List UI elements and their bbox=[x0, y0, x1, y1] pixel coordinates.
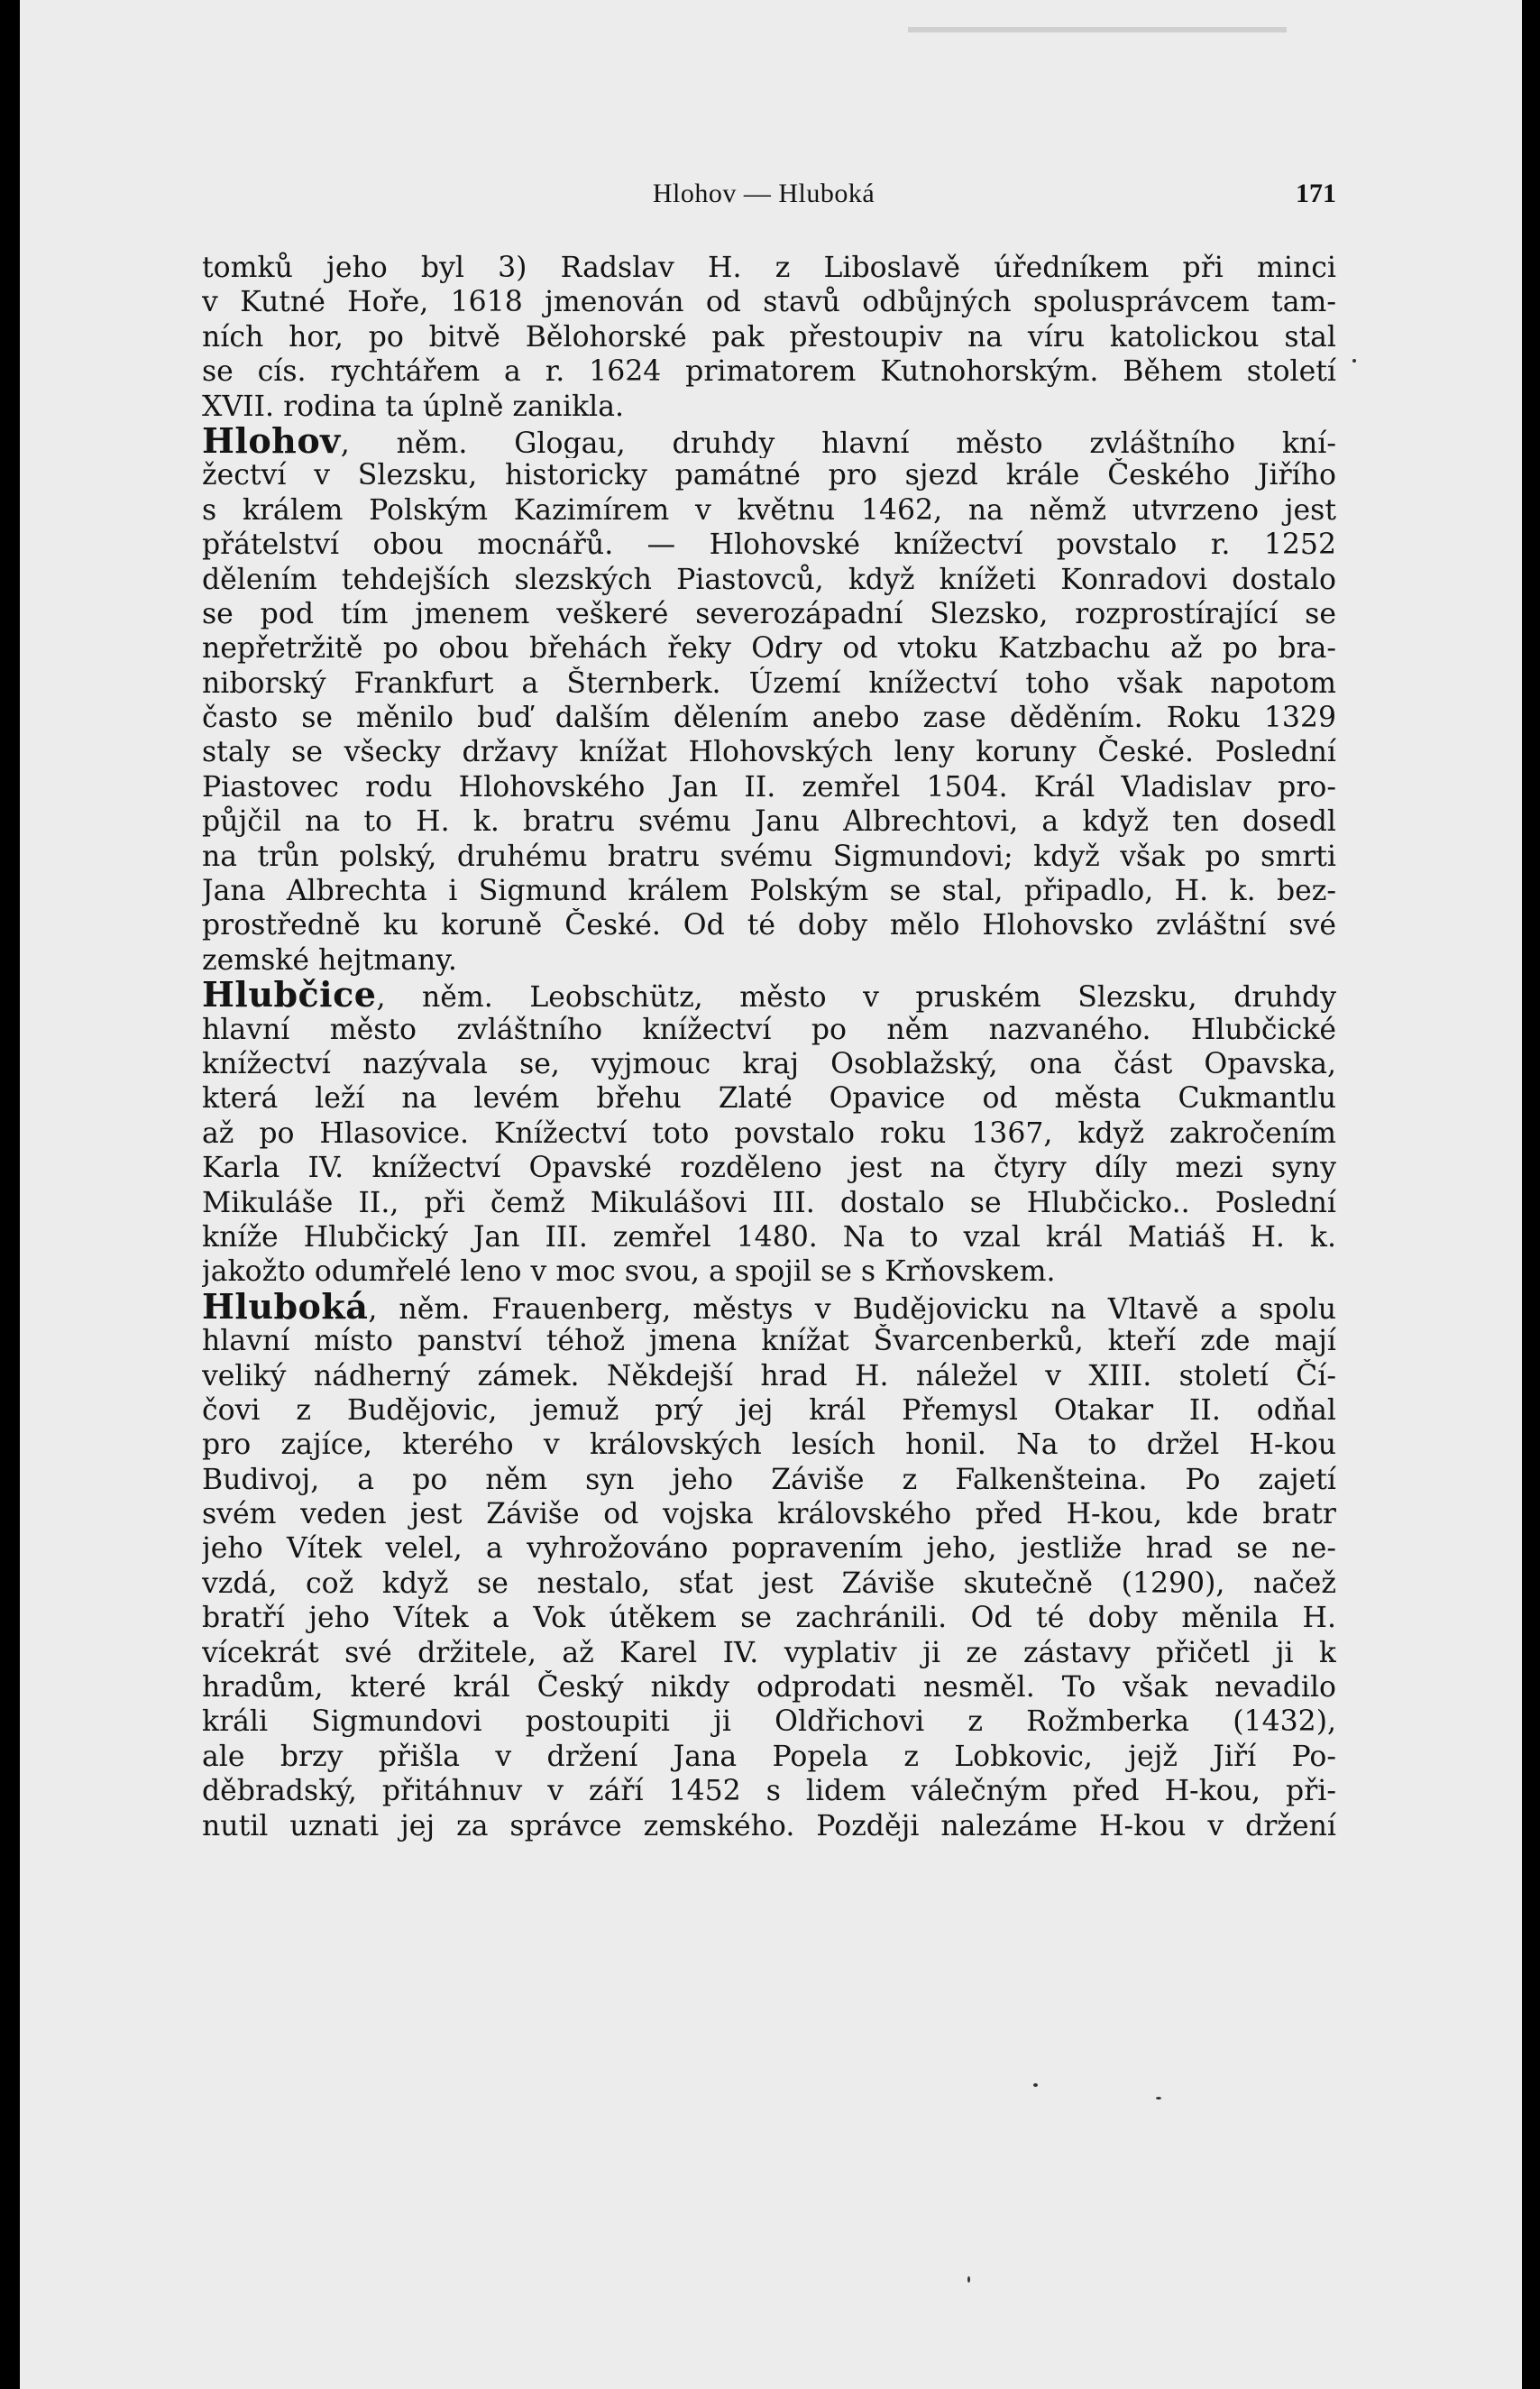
text-line: prostředně ku koruně České. Od té doby mělo Hlohovsko zvláštní své bbox=[202, 909, 1336, 942]
text-line: ale brzy přišla v držení Jana Popela z Lobkovic, jejž Jiří Po- bbox=[202, 1740, 1336, 1773]
scan-speck bbox=[1352, 359, 1356, 363]
text-line: bratří jeho Vítek a Vok útěkem se zachránili. Od té doby měnila H. bbox=[202, 1602, 1336, 1635]
text-line: Mikuláše II., při čemž Mikulášovi III. dostalo se Hlubčicko.. Poslední bbox=[202, 1186, 1336, 1219]
text-line: knížectví nazývala se, vyjmouc kraj Osoblažský, ona část Opavska, bbox=[202, 1047, 1336, 1080]
text-line: často se měnilo buď dalším dělením anebo zase děděním. Roku 1329 bbox=[202, 702, 1336, 735]
text-line: vzdá, což když se nestalo, sťat jest Záviše skutečně (1290), načež bbox=[202, 1567, 1336, 1600]
text-line: která leží na levém břehu Zlaté Opavice od města Cukmantlu bbox=[202, 1082, 1336, 1116]
text-line: v Kutné Hoře, 1618 jmenován od stavů odbůjných spolusprávcem tam- bbox=[202, 286, 1336, 319]
text-line: nutil uznati jej za správce zemského. Později nalezáme H-kou v držení bbox=[202, 1809, 1336, 1842]
entry-hluboka bbox=[202, 1290, 1336, 1843]
scan-edge-mark bbox=[908, 27, 1287, 32]
text-line-rest: , něm. Glogau, druhdy hlavní město zvláštního kní- bbox=[340, 427, 1336, 459]
text-line: zemské hejtmany. bbox=[202, 943, 457, 977]
entry-continuation bbox=[202, 251, 1336, 424]
text-line: hlavní město zvláštního knížectví po něm nazvaného. Hlubčické bbox=[202, 1013, 1336, 1046]
text-line: na trůn polský, druhému bratru svému Sigmundovi; když však po smrti bbox=[202, 840, 1336, 873]
text-line: tomků jeho byl 3) Radslav H. z Liboslavě úředníkem při minci bbox=[202, 252, 1336, 284]
page-header bbox=[191, 171, 1336, 216]
entry-headword: Hlubčice bbox=[202, 978, 377, 1013]
text-line: ních hor, po bitvě Bělohorské pak přestoupiv na víru katolickou stal bbox=[202, 320, 1336, 354]
text-line: Jana Albrechta i Sigmund králem Polským se stal, připadlo, H. k. bez- bbox=[202, 875, 1336, 908]
text-line-rest: , něm. Frauenberg, městys v Budějovicku na Vltavě a spolu bbox=[368, 1292, 1336, 1325]
text-line: Karla IV. knížectví Opavské rozděleno jest na čtyry díly mezi syny bbox=[202, 1152, 1336, 1185]
text-line: svém veden jest Záviše od vojska královského před H-kou, kde bratr bbox=[202, 1498, 1336, 1531]
running-head: Hlohov — Hluboká bbox=[652, 179, 875, 208]
text-line: se cís. rychtářem a r. 1624 primatorem Kutnohorským. Během století bbox=[202, 355, 1336, 389]
text-line: nepřetržitě po obou břehách řeky Odry od vtoku Katzbachu až po bra- bbox=[202, 632, 1336, 666]
text-line: hradům, které král Český nikdy odprodati nesměl. To však nevadilo bbox=[202, 1671, 1336, 1704]
text-line: veliký nádherný zámek. Někdejší hrad H. náležel v XIII. století Čí- bbox=[202, 1359, 1336, 1392]
book-page bbox=[20, 0, 1522, 2389]
text-line: pro zajíce, kterého v královských lesích honil. Na to držel H-kou bbox=[202, 1429, 1336, 1462]
scan-speck bbox=[1156, 2097, 1161, 2100]
text-line: půjčil na to H. k. bratru svému Janu Albrechtovi, a když ten dosedl bbox=[202, 805, 1336, 839]
text-line: dělením tehdejších slezských Piastovců, když knížeti Konradovi dostalo bbox=[202, 563, 1336, 596]
text-line: jeho Vítek velel, a vyhrožováno popravením jeho, jestliže hrad se ne- bbox=[202, 1532, 1336, 1566]
text-line: niborský Frankfurt a Šternberk. Území knížectví toho však napotom bbox=[202, 666, 1336, 700]
text-line: Budivoj, a po něm syn jeho Záviše z Falkenšteina. Po zajetí bbox=[202, 1463, 1336, 1496]
text-line: králi Sigmundovi postoupiti ji Oldřichovi z Rožmberka (1432), bbox=[202, 1705, 1336, 1739]
page-number: 171 bbox=[1296, 179, 1336, 208]
text-line bbox=[202, 1290, 1336, 1324]
text-line: s králem Polským Kazimírem v květnu 1462, na němž utvrzeno jest bbox=[202, 493, 1336, 527]
text-line: až po Hlasovice. Knížectví toto povstalo roku 1367, když zakročením bbox=[202, 1116, 1336, 1150]
body-text bbox=[202, 251, 1336, 1843]
text-line: čovi z Budějovic, jemuž prý jej král Přemysl Otakar II. odňal bbox=[202, 1393, 1336, 1427]
text-line bbox=[202, 978, 1336, 1012]
text-line bbox=[202, 424, 1336, 458]
entry-hlohov bbox=[202, 424, 1336, 978]
text-line: XVII. rodina ta úplně zanikla. bbox=[202, 390, 625, 423]
scan-speck bbox=[967, 2276, 970, 2283]
text-line-rest: , něm. Leobschütz, město v pruském Slezsku, druhdy bbox=[376, 981, 1336, 1013]
text-line: Piastovec rodu Hlohovského Jan II. zemřel 1504. Král Vladislav pro- bbox=[202, 770, 1336, 804]
text-line: děbradský, přitáhnuv v září 1452 s lidem válečným před H-kou, při- bbox=[202, 1775, 1336, 1808]
text-line: hlavní místo panství téhož jmena knížat Švarcenberků, kteří zde mají bbox=[202, 1325, 1336, 1358]
scan-speck bbox=[1033, 2083, 1038, 2087]
text-line: staly se všecky državy knížat Hlohovských leny koruny České. Poslední bbox=[202, 736, 1336, 769]
text-line: vícekrát své držitele, až Karel IV. vyplativ ji ze zástavy přičetl ji k bbox=[202, 1636, 1336, 1669]
entry-hlubcice bbox=[202, 978, 1336, 1290]
text-line: jakožto odumřelé leno v moc svou, a spojil se s Krňovskem. bbox=[202, 1255, 1056, 1289]
text-line: přátelství obou mocnářů. — Hlohovské knížectví povstalo r. 1252 bbox=[202, 528, 1336, 562]
text-line: kníže Hlubčický Jan III. zemřel 1480. Na to vzal král Matiáš H. k. bbox=[202, 1220, 1336, 1254]
text-line: se pod tím jmenem veškeré severozápadní Slezsko, rozprostírající se bbox=[202, 597, 1336, 630]
entry-headword: Hlohov bbox=[202, 423, 341, 459]
text-line: žectví v Slezsku, historicky památné pro sjezd krále Českého Jiřího bbox=[202, 459, 1336, 492]
entry-headword: Hluboká bbox=[202, 1289, 369, 1325]
